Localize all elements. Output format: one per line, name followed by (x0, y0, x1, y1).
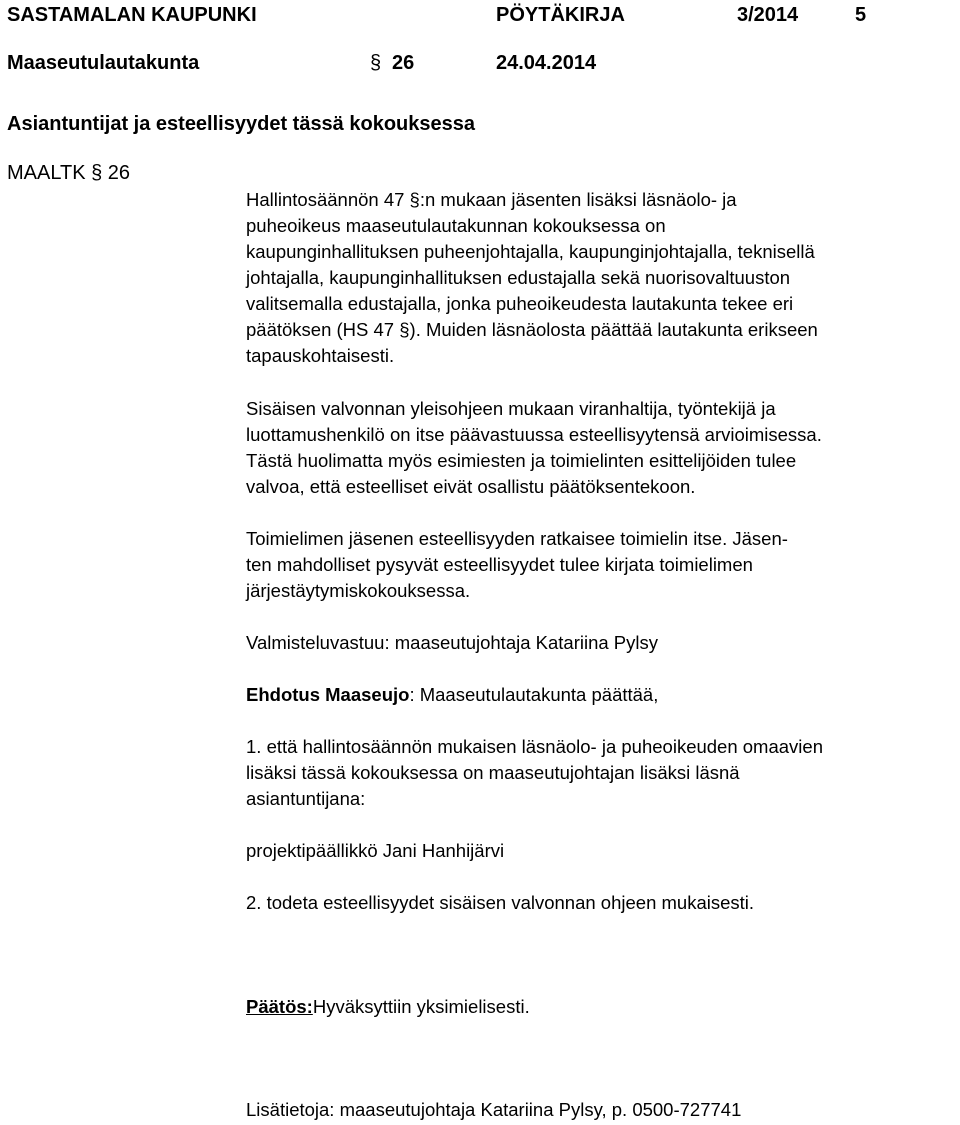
text-line: valitsemalla edustajalla, jonka puheoikeudesta lautakunta tekee eri (246, 293, 794, 314)
preparer-line: Valmisteluvastuu: maaseutujohtaja Katariina Pylsy (246, 632, 659, 653)
page-number: 5 (855, 4, 867, 26)
paragraph-attendance (246, 187, 951, 369)
committee-name: Maaseutulautakunta (7, 52, 200, 74)
text-line: Tästä huolimatta myös esimiesten ja toimielinten esittelijöiden tulee (246, 450, 797, 471)
text-line: johtajalla, kaupunginhallituksen edustajalla sekä nuorisovaltuuston (246, 267, 791, 288)
section-number: 26 (392, 52, 415, 74)
text-line: Sisäisen valvonnan yleisohjeen mukaan viranhaltija, työntekijä ja (246, 398, 776, 419)
proposal-line (246, 682, 951, 708)
decision-text: Hyväksyttiin yksimielisesti. (312, 996, 530, 1017)
case-number: 26 (107, 162, 131, 184)
text-line: luottamushenkilö on itse päävastuussa esteellisyytensä arvioimisessa. (246, 424, 822, 445)
paragraph-internal-control (246, 396, 951, 500)
doc-number: 3/2014 (737, 4, 799, 26)
text-line: valvoa, että esteelliset eivät osallistu päätöksentekoon. (246, 476, 696, 497)
doc-type: PÖYTÄKIRJA (496, 4, 625, 26)
page-title: Asiantuntijat ja esteellisyydet tässä kokouksessa (7, 113, 475, 135)
case-prefix: MAALTK (7, 162, 86, 184)
case-section-sign: § (91, 162, 103, 184)
meeting-date: 24.04.2014 (496, 52, 597, 74)
decision-label: Päätös: (246, 996, 313, 1017)
text-line: 1. että hallintosäännön mukaisen läsnäolo- ja puheoikeuden omaavien (246, 736, 823, 757)
section-sign: § (370, 52, 382, 74)
text-line: järjestäytymiskokouksessa. (246, 580, 471, 601)
text-line: päätöksen (HS 47 §). Muiden läsnäolosta päättää lautakunta erikseen (246, 319, 818, 340)
text-line: lisäksi tässä kokouksessa on maaseutujohtajan lisäksi läsnä (246, 762, 740, 783)
case-id (7, 162, 130, 185)
text-line: ten mahdolliset pysyvät esteellisyydet tulee kirjata toimielimen (246, 554, 753, 575)
text-line: puheoikeus maaseutulautakunnan kokouksessa on (246, 215, 666, 236)
expert-name: projektipäällikkö Jani Hanhijärvi (246, 840, 505, 861)
org-name: SASTAMALAN KAUPUNKI (7, 4, 257, 26)
proposal-label: Ehdotus Maaseujo (246, 684, 410, 705)
proposal-text: : Maaseutulautakunta päättää, (409, 684, 659, 705)
proposal-item-2: 2. todeta esteellisyydet sisäisen valvonnan ohjeen mukaisesti. (246, 892, 755, 913)
text-line: tapauskohtaisesti. (246, 345, 395, 366)
proposal-item-1 (246, 734, 951, 812)
text-line: kaupunginhallituksen puheenjohtajalla, kaupunginjohtajalla, teknisellä (246, 241, 815, 262)
paragraph-disqualification (246, 526, 951, 604)
text-line: Hallintosäännön 47 §:n mukaan jäsenten lisäksi läsnäolo- ja (246, 189, 737, 210)
contact-info: Lisätietoja: maaseutujohtaja Katariina Pylsy, p. 0500-727741 (246, 1099, 742, 1120)
text-line: asiantuntijana: (246, 788, 366, 809)
decision-line (246, 994, 951, 1020)
text-line: Toimielimen jäsenen esteellisyyden ratkaisee toimielin itse. Jäsen- (246, 528, 788, 549)
